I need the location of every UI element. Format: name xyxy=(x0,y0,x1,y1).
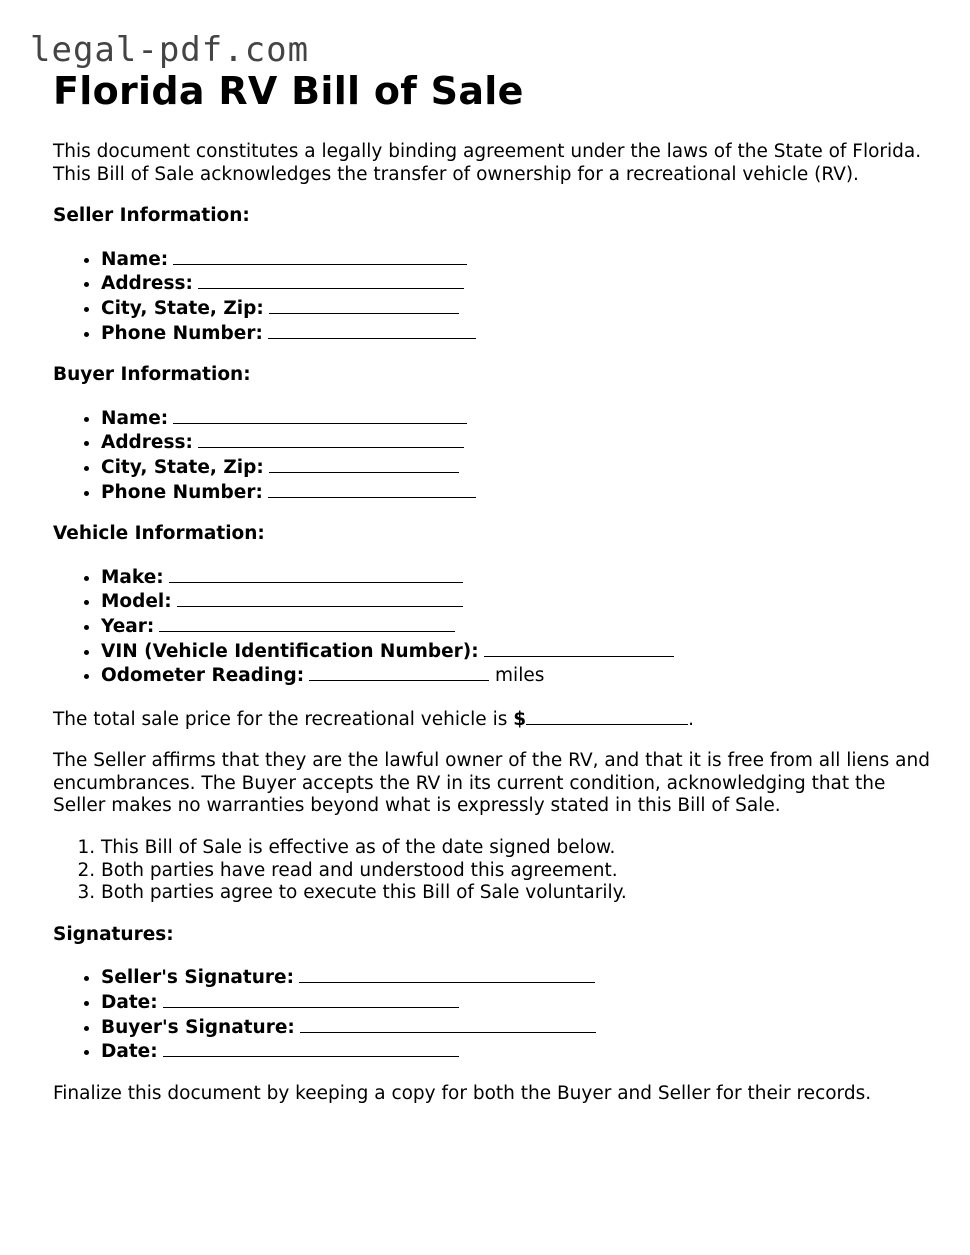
buyer-signature-blank[interactable] xyxy=(300,1015,596,1033)
seller-phone-item xyxy=(101,321,933,346)
field-label: Name: xyxy=(101,407,169,429)
field-label: Model: xyxy=(101,591,172,613)
field-label: City, State, Zip: xyxy=(101,297,264,319)
field-label: VIN (Vehicle Identification Number): xyxy=(101,640,479,662)
price-end: . xyxy=(688,708,694,730)
field-label: Date: xyxy=(101,992,158,1014)
seller-fields-list xyxy=(53,247,933,345)
vehicle-year-blank[interactable] xyxy=(159,614,455,632)
field-label: Phone Number: xyxy=(101,481,263,503)
price-currency: $ xyxy=(513,708,527,730)
buyer-name-blank[interactable] xyxy=(173,406,467,424)
signatures-list xyxy=(53,965,933,1063)
document-title: Florida RV Bill of Sale xyxy=(53,69,524,113)
field-label: Address: xyxy=(101,432,193,454)
buyer-fields-list xyxy=(53,406,933,504)
seller-name-item xyxy=(101,247,933,272)
field-label: Seller's Signature: xyxy=(101,967,294,989)
term-item: 1. This Bill of Sale is effective as of the date signed below. xyxy=(101,837,933,860)
field-label: Address: xyxy=(101,273,193,295)
field-label: Make: xyxy=(101,566,164,588)
field-label: Odometer Reading: xyxy=(101,665,305,687)
price-paragraph xyxy=(53,707,933,732)
price-text: The total sale price for the recreational vehicle is xyxy=(53,708,508,730)
buyer-address-blank[interactable] xyxy=(198,430,464,448)
vehicle-make-blank[interactable] xyxy=(169,565,463,583)
affirmation-paragraph: The Seller affirms that they are the lawful owner of the RV, and that it is free from all liens and encumbrances. The Buyer accepts the RV in its current condition, acknowledging that the Seller makes no warranties beyond what is expressly stated in this Bill of Sale. xyxy=(53,750,930,817)
vehicle-make-item xyxy=(101,565,933,590)
seller-city-state-zip-blank[interactable] xyxy=(269,296,459,314)
terms-list xyxy=(53,837,933,905)
buyer-phone-item xyxy=(101,480,933,505)
seller-date-blank[interactable] xyxy=(163,990,459,1008)
vehicle-model-blank[interactable] xyxy=(177,589,463,607)
price-blank[interactable] xyxy=(526,707,688,725)
vehicle-vin-item xyxy=(101,639,933,664)
vehicle-vin-blank[interactable] xyxy=(484,639,674,657)
vehicle-odometer-blank[interactable] xyxy=(309,663,489,681)
odometer-unit: miles xyxy=(495,665,545,687)
buyer-phone-blank[interactable] xyxy=(268,480,476,498)
buyer-heading: Buyer Information: xyxy=(53,364,251,386)
buyer-city-state-zip-item xyxy=(101,455,933,480)
vehicle-model-item xyxy=(101,589,933,614)
term-item: 3. Both parties agree to execute this Bill of Sale voluntarily. xyxy=(101,882,933,905)
field-label: Year: xyxy=(101,615,155,637)
seller-heading: Seller Information: xyxy=(53,205,250,227)
seller-address-item xyxy=(101,271,933,296)
vehicle-heading: Vehicle Information: xyxy=(53,523,265,545)
field-label: Buyer's Signature: xyxy=(101,1016,295,1038)
term-item: 2. Both parties have read and understood this agreement. xyxy=(101,860,933,883)
vehicle-year-item xyxy=(101,614,933,639)
buyer-signature-item xyxy=(101,1015,933,1040)
seller-address-blank[interactable] xyxy=(198,271,464,289)
buyer-name-item xyxy=(101,406,933,431)
buyer-date-item xyxy=(101,1039,933,1064)
seller-name-blank[interactable] xyxy=(173,247,467,265)
seller-signature-item xyxy=(101,965,933,990)
field-label: Phone Number: xyxy=(101,322,263,344)
signatures-heading: Signatures: xyxy=(53,923,174,945)
seller-signature-blank[interactable] xyxy=(299,965,595,983)
buyer-address-item xyxy=(101,430,933,455)
buyer-date-blank[interactable] xyxy=(163,1039,459,1057)
buyer-city-state-zip-blank[interactable] xyxy=(269,455,459,473)
vehicle-fields-list xyxy=(53,565,933,688)
field-label: Name: xyxy=(101,248,169,270)
field-label: City, State, Zip: xyxy=(101,456,264,478)
seller-date-item xyxy=(101,990,933,1015)
document-body xyxy=(53,64,933,1105)
vehicle-odometer-item xyxy=(101,663,933,688)
seller-city-state-zip-item xyxy=(101,296,933,321)
intro-paragraph: This document constitutes a legally binding agreement under the laws of the State of Florida. This Bill of Sale acknowledges the transfer of ownership for a recreational vehicle (RV). xyxy=(53,141,922,185)
watermark-logo: legal-pdf.com xyxy=(30,30,310,70)
seller-phone-blank[interactable] xyxy=(268,321,476,339)
closing-paragraph: Finalize this document by keeping a copy for both the Buyer and Seller for their records. xyxy=(53,1082,872,1104)
field-label: Date: xyxy=(101,1041,158,1063)
